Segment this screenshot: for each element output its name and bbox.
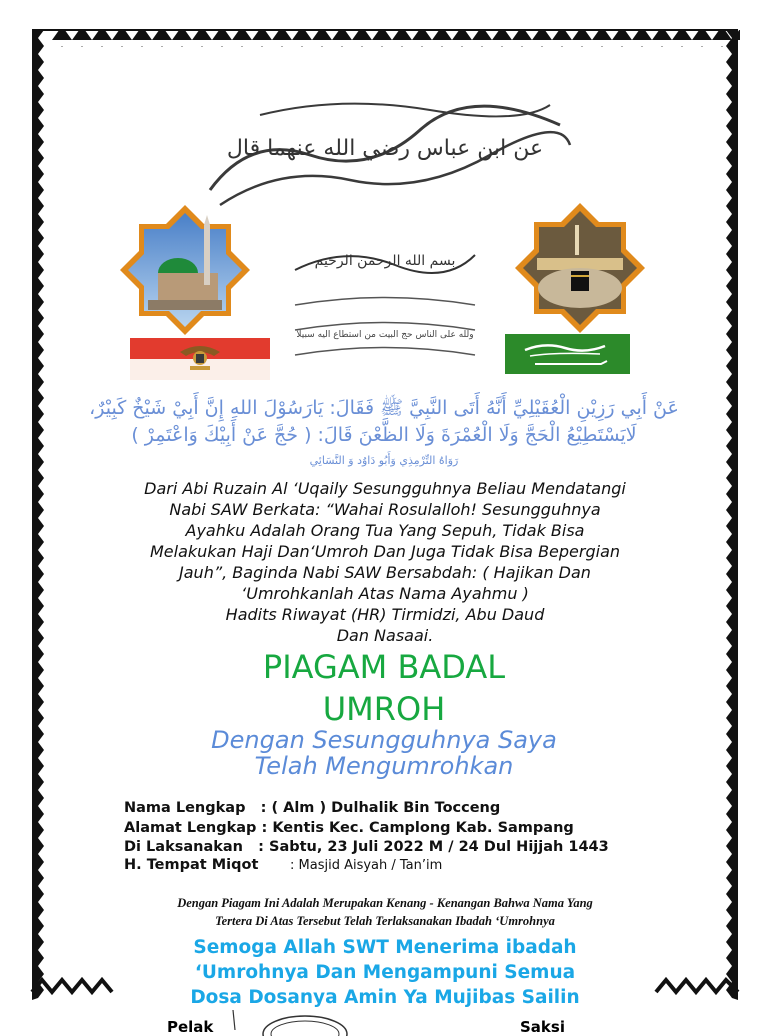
hadith-line: Melakukan Haji Dan‘Umroh Dan Juga Tidak Bisa Bepergian xyxy=(149,542,621,561)
detail-nama xyxy=(124,800,500,816)
hadith-line: Dan Nasaai. xyxy=(336,626,434,645)
saudi-flag xyxy=(505,334,630,374)
hadith-line: Ayahku Adalah Orang Tua Yang Sepuh, Tidak Bisa xyxy=(185,521,585,540)
hadith-line: ‘Umrohkanlah Atas Nama Ayahmu ) xyxy=(241,584,529,603)
arabic-calligraphy-header xyxy=(190,95,580,215)
tanggal-value: Sabtu, 23 Juli 2022 M / 24 Dul Hijjah 1443 xyxy=(269,839,609,855)
prayer-line-1: Semoga Allah SWT Menerima ibadah xyxy=(193,937,577,958)
nama-value: ( Alm ) Dulhalik Bin Tocceng xyxy=(271,800,501,816)
bismillah-calligraphy xyxy=(285,235,485,285)
bismillah-text: بسم الله الرحمن الرحيم xyxy=(314,253,456,269)
signature-left-label: Pelak xyxy=(167,1018,214,1036)
certificate-title-line-1: PIAGAM BADAL xyxy=(262,648,506,686)
nabawi-star-image xyxy=(120,205,250,335)
subtitle-line-1: Dengan Sesungguhnya Saya xyxy=(211,726,557,754)
hadith-line: Jauh”, Baginda Nabi SAW Bersabdah: ( Hajikan Dan xyxy=(179,563,591,582)
hadith-line: Hadits Riwayat (HR) Tirmidzi, Abu Daud xyxy=(225,605,545,624)
detail-miqot xyxy=(124,857,442,873)
prayer-line-2: ‘Umrohnya Dan Mengampuni Semua xyxy=(194,962,576,983)
note-line-1: Dengan Piagam Ini Adalah Merupakan Kenang - Kenangan Bahwa Nama Yang xyxy=(177,896,593,910)
prayer-line-3: Dosa Dosanya Amin Ya Mujibas Sailin xyxy=(190,987,580,1008)
quran-verse-calligraphy xyxy=(285,285,485,375)
certificate-note xyxy=(100,894,670,930)
hadith-translation xyxy=(80,478,690,646)
verse-text: ولله على الناس حج البيت من استطاع اليه سبيلا xyxy=(296,330,474,340)
certificate-title-line-2: UMROH xyxy=(322,690,446,728)
subtitle-line-2: Telah Mengumrohkan xyxy=(254,752,514,780)
nama-label: Nama Lengkap : xyxy=(124,800,272,816)
hadith-line: Dari Abi Ruzain Al ‘Uqaily Sesungguhnya Beliau Mendatangi xyxy=(144,479,626,498)
tanggal-label: Di Laksanakan : xyxy=(124,839,269,855)
detail-alamat xyxy=(124,820,574,836)
alamat-value: Kentis Kec. Camplong Kab. Sampang xyxy=(272,820,574,836)
arabic-hadith-narrators: رَوَاهُ التِّرْمِذِي وَأَبُو دَاوُد وَ النَّسَائِي xyxy=(309,454,459,467)
note-line-2: Tertera Di Atas Tersebut Telah Terlaksanakan Ibadah ‘Umrohnya xyxy=(215,914,555,928)
arabic-hadith-line-1: عَنْ أَبِي رَزِيْنِ الْعُقَيْلِيِّ أَنَّهُ أَتَى النَّبِيَّ ﷺ فَقَالَ: يَارَسُوْلَ اللهِ إِنَّ أَبِيْ شَيْخٌ كَبِيْرٌ، xyxy=(89,397,679,419)
indonesia-flag xyxy=(130,338,270,380)
kaaba-star-image xyxy=(515,203,645,333)
detail-tanggal xyxy=(124,839,609,855)
calligraphy-text: عن ابن عباس رضي الله عنهما قال xyxy=(226,136,544,161)
miqot-label: H. Tempat Miqot xyxy=(124,857,259,873)
miqot-value: : Masjid Aisyah / Tan’im xyxy=(290,858,443,873)
signature-right-label: Saksi xyxy=(520,1018,565,1036)
signature-area xyxy=(0,1010,768,1036)
alamat-label: Alamat Lengkap : xyxy=(124,820,273,836)
stamp-icon xyxy=(225,1010,345,1030)
arabic-hadith-line-2: لَايَسْتَطِيْعُ الْحَجَّ وَلَا الْعُمْرَةَ وَلَا الظَّعْنَ قَالَ: ( حُجَّ عَنْ أَبِيْكَ وَاعْتَمِرْ ) xyxy=(131,424,637,446)
hadith-line: Nabi SAW Berkata: “Wahai Rosulalloh! Sesungguhnya xyxy=(169,500,601,519)
closing-prayer xyxy=(100,935,670,1010)
